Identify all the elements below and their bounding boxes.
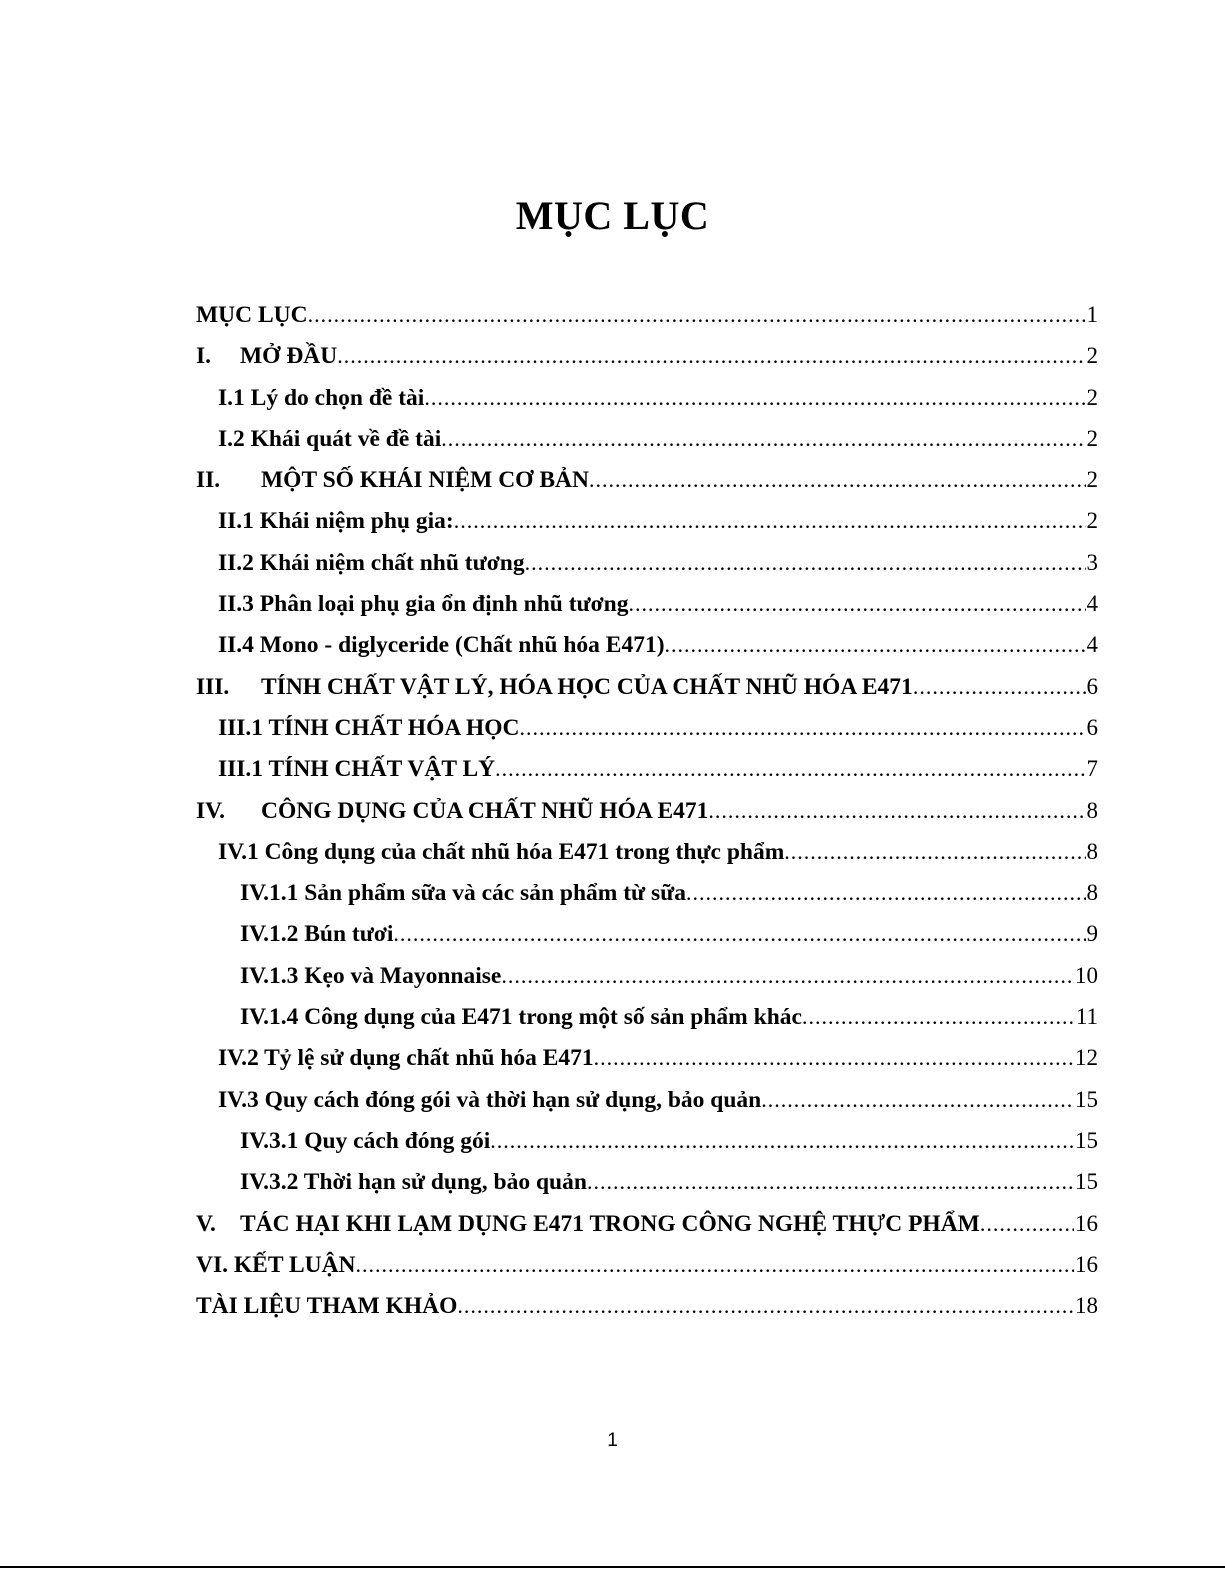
toc-entry-title: IV.3.1 Quy cách đóng gói xyxy=(240,1127,491,1154)
toc-entry-title: II.2 Khái niệm chất nhũ tương xyxy=(218,549,525,576)
toc-entry-title: II.4 Mono - diglyceride (Chất nhũ hóa E471) xyxy=(218,632,665,659)
toc-leader-dots xyxy=(708,790,1085,831)
toc-page-number: 6 xyxy=(1086,673,1098,699)
toc-leader-dots xyxy=(913,666,1086,707)
toc-entry[interactable] xyxy=(196,583,1098,624)
toc-leader-dots xyxy=(665,624,1086,665)
toc-page-number: 4 xyxy=(1086,632,1098,658)
toc-leader-dots xyxy=(495,748,1085,789)
page-number: 1 xyxy=(607,1430,618,1451)
toc-leader-dots xyxy=(393,913,1085,954)
toc-page-number: 7 xyxy=(1086,756,1098,782)
toc-page-number: 4 xyxy=(1086,591,1098,617)
toc-page-number: 15 xyxy=(1075,1127,1098,1153)
toc-entry[interactable] xyxy=(196,542,1098,583)
toc-entry-title: I.1 Lý do chọn đề tài xyxy=(218,384,425,411)
toc-page-number: 8 xyxy=(1086,838,1098,864)
toc-page-number: 12 xyxy=(1075,1045,1098,1071)
toc-page-number: 1 xyxy=(1086,302,1098,327)
toc-leader-dots xyxy=(308,294,1086,335)
toc-entry[interactable] xyxy=(196,707,1098,748)
toc-entry-title: TÀI LIỆU THAM KHẢO xyxy=(196,1293,458,1320)
toc-entry-title: MỤC LỤC xyxy=(196,302,308,328)
toc-page-number: 2 xyxy=(1086,384,1098,410)
toc-leader-dots xyxy=(424,377,1085,418)
toc-leader-dots xyxy=(356,1244,1074,1285)
table-of-contents xyxy=(196,294,1098,1326)
toc-entry[interactable] xyxy=(196,1285,1098,1326)
toc-entry[interactable] xyxy=(196,1120,1098,1161)
toc-entry[interactable] xyxy=(196,624,1098,665)
toc-entry[interactable] xyxy=(196,996,1098,1037)
toc-leader-dots xyxy=(594,1037,1074,1078)
toc-page-number: 9 xyxy=(1086,921,1098,947)
toc-entry[interactable] xyxy=(196,666,1098,707)
toc-entry-title: IV.2 Tỷ lệ sử dụng chất nhũ hóa E471 xyxy=(218,1045,594,1072)
toc-entry-title: IV.1.4 Công dụng của E471 trong một số sản phẩm khác xyxy=(240,1004,802,1031)
toc-leader-dots xyxy=(628,583,1085,624)
toc-entry-title: MỞ ĐẦU xyxy=(240,343,338,370)
toc-entry-title: II.3 Phân loại phụ gia ổn định nhũ tương xyxy=(218,591,629,618)
toc-entry-title: IV.3 Quy cách đóng gói và thời hạn sử dụng, bảo quản xyxy=(218,1086,762,1113)
toc-entry[interactable] xyxy=(196,748,1098,789)
toc-page-number: 6 xyxy=(1086,714,1098,740)
toc-leader-dots xyxy=(587,1161,1074,1202)
toc-leader-dots xyxy=(490,1120,1074,1161)
toc-entry[interactable] xyxy=(196,459,1098,500)
toc-page-number: 2 xyxy=(1086,508,1098,534)
toc-leader-dots xyxy=(337,335,1085,376)
toc-page-number: 2 xyxy=(1086,425,1098,451)
toc-entry[interactable] xyxy=(196,1037,1098,1078)
toc-entry-title: VI. KẾT LUẬN xyxy=(196,1251,356,1278)
toc-section-number: I. xyxy=(196,343,212,370)
toc-page-number: 16 xyxy=(1075,1251,1098,1277)
toc-entry-title: III.1 TÍNH CHẤT VẬT LÝ xyxy=(218,756,496,783)
toc-page-number: 15 xyxy=(1075,1086,1098,1112)
toc-entry-title: IV.1 Công dụng của chất nhũ hóa E471 trong thực phẩm xyxy=(218,838,785,865)
toc-leader-dots xyxy=(784,831,1085,872)
toc-leader-dots xyxy=(454,500,1086,541)
toc-entry-title: MỘT SỐ KHÁI NIỆM CƠ BẢN xyxy=(261,467,589,494)
toc-section-number: IV. xyxy=(196,797,225,824)
toc-section-number: III. xyxy=(196,673,230,700)
toc-leader-dots xyxy=(761,1079,1074,1120)
toc-entry[interactable] xyxy=(196,1079,1098,1120)
toc-page-number: 18 xyxy=(1075,1293,1098,1319)
toc-entry[interactable] xyxy=(196,418,1098,459)
toc-leader-dots xyxy=(802,996,1075,1037)
toc-entry[interactable] xyxy=(196,955,1098,996)
toc-entry[interactable] xyxy=(196,377,1098,418)
toc-leader-dots xyxy=(501,955,1074,996)
page-bottom-border xyxy=(0,1566,1225,1568)
toc-entry-title: TÍNH CHẤT VẬT LÝ, HÓA HỌC CỦA CHẤT NHŨ HÓA E471 xyxy=(261,673,913,700)
toc-entry-title: CÔNG DỤNG CỦA CHẤT NHŨ HÓA E471 xyxy=(261,797,709,824)
toc-page-number: 10 xyxy=(1075,962,1098,988)
toc-leader-dots xyxy=(525,542,1086,583)
toc-entry[interactable] xyxy=(196,913,1098,954)
toc-page-number: 11 xyxy=(1075,1004,1098,1030)
toc-leader-dots xyxy=(589,459,1086,500)
page-title: MỤC LỤC xyxy=(515,193,710,238)
toc-entry-title: IV.1.3 Kẹo và Mayonnaise xyxy=(240,962,502,989)
toc-page-number: 16 xyxy=(1075,1210,1098,1236)
toc-page-number: 15 xyxy=(1075,1169,1098,1195)
toc-entry-title: IV.1.2 Bún tươi xyxy=(240,921,394,948)
toc-page-number: 8 xyxy=(1086,797,1098,823)
toc-leader-dots xyxy=(457,1285,1074,1326)
toc-entry[interactable] xyxy=(196,790,1098,831)
toc-entry-title: IV.1.1 Sản phẩm sữa và các sản phẩm từ sữa xyxy=(240,880,687,907)
toc-entry-title: TÁC HẠI KHI LẠM DỤNG E471 TRONG CÔNG NGHỆ THỰC PHẨM xyxy=(240,1210,980,1237)
toc-page-number: 2 xyxy=(1086,467,1098,493)
toc-page-number: 3 xyxy=(1086,549,1098,575)
toc-leader-dots xyxy=(519,707,1085,748)
toc-entry-title: IV.3.2 Thời hạn sử dụng, bảo quản xyxy=(240,1169,587,1196)
toc-entry[interactable] xyxy=(196,335,1098,376)
toc-leader-dots xyxy=(686,872,1085,913)
toc-entry[interactable] xyxy=(196,872,1098,913)
toc-entry[interactable] xyxy=(196,1161,1098,1202)
toc-entry[interactable] xyxy=(196,1203,1098,1244)
toc-entry-title: III.1 TÍNH CHẤT HÓA HỌC xyxy=(218,714,520,741)
toc-entry-title: I.2 Khái quát về đề tài xyxy=(218,425,442,452)
toc-entry[interactable] xyxy=(196,294,1098,335)
toc-entry[interactable] xyxy=(196,500,1098,541)
toc-entry[interactable] xyxy=(196,1244,1098,1285)
toc-section-number: II. xyxy=(196,467,221,494)
toc-leader-dots xyxy=(980,1203,1074,1244)
toc-page-number: 8 xyxy=(1086,880,1098,906)
toc-entry-title: II.1 Khái niệm phụ gia: xyxy=(218,508,454,535)
toc-leader-dots xyxy=(441,418,1085,459)
toc-page-number: 2 xyxy=(1086,343,1098,369)
toc-entry[interactable] xyxy=(196,831,1098,872)
toc-section-number: V. xyxy=(196,1210,216,1237)
